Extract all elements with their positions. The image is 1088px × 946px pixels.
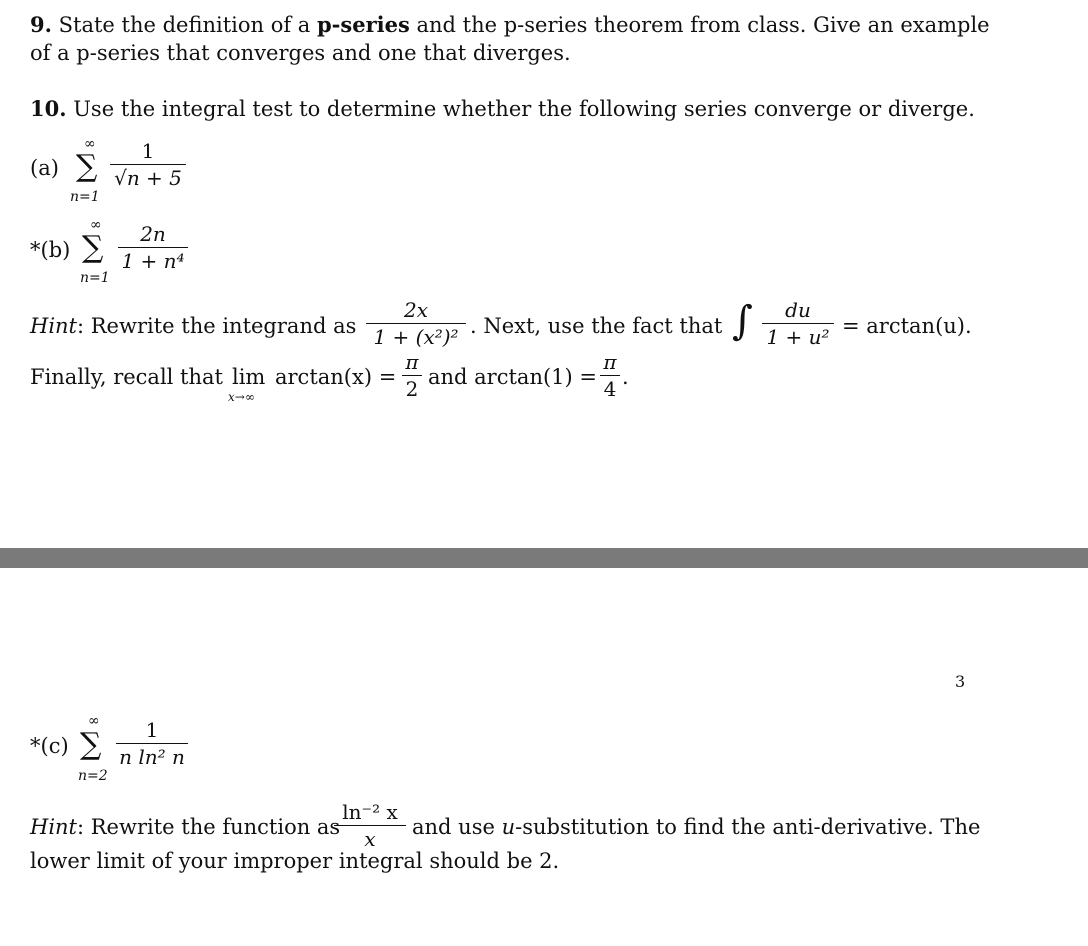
part-c-fraction-bar — [116, 743, 188, 744]
q9-line2: of a p-series that converges and one that diverges. — [30, 41, 571, 65]
part-b-numerator: 2n — [140, 222, 166, 246]
hint-b-pi-over-2 — [402, 350, 422, 401]
hint-b-period: . — [622, 365, 629, 389]
hint-b-pi-den-2: 4 — [603, 377, 617, 401]
part-a-label: (a) — [30, 156, 59, 180]
integral-icon: ∫ — [732, 298, 753, 344]
hint-b-line1-start — [30, 313, 356, 339]
page-separator — [0, 548, 1088, 568]
hint-c-hint-word: Hint — [30, 815, 77, 839]
hint-b-line2-text2: and arctan(1) = — [428, 365, 597, 389]
hint-b-lim-sub: x→∞ — [228, 390, 255, 404]
part-b-upper: ∞ — [90, 217, 102, 233]
hint-c-text1: : Rewrite the function as — [77, 815, 341, 839]
hint-b-fraction — [366, 298, 466, 349]
part-a-lower: n=1 — [70, 189, 100, 205]
hint-c-line1-end — [412, 814, 980, 840]
hint-b-pi-over-4 — [600, 350, 620, 401]
part-c-sigma-icon: ∑ — [80, 727, 102, 762]
part-b-lower: n=1 — [80, 270, 110, 286]
part-b-fraction-bar — [118, 247, 188, 248]
hint-c-u-var: u — [501, 815, 516, 839]
part-a-fraction-bar — [110, 164, 186, 165]
hint-c-frac-num: ln⁻² x — [342, 800, 398, 824]
hint-b-text3: = arctan(u). — [842, 314, 972, 338]
part-c-label: *(c) — [30, 734, 69, 758]
hint-c-frac-bar — [334, 825, 406, 826]
part-a-fraction — [110, 139, 186, 190]
hint-b-lim-expr: arctan(x) = — [275, 365, 397, 389]
hint-c-frac-den: x — [364, 827, 376, 851]
part-c-upper: ∞ — [88, 713, 100, 729]
part-c-denominator: n ln² n — [119, 745, 185, 769]
hint-b-hint-word: Hint — [30, 314, 77, 338]
q9-text-part1: State the definition of a — [58, 13, 311, 37]
hint-b-pi-num-2: π — [603, 350, 617, 374]
part-a-sigma-icon: ∑ — [76, 149, 98, 184]
q9-line1 — [30, 12, 990, 38]
hint-c-text2: and use — [412, 815, 495, 839]
hint-b-pi-bar-1 — [402, 375, 422, 376]
part-b-fraction — [118, 222, 188, 273]
hint-b-line2-text1: Finally, recall that — [30, 365, 223, 389]
part-b-denominator: 1 + n⁴ — [121, 249, 185, 273]
hint-b-int-bar — [762, 323, 834, 324]
hint-b-pi-num-1: π — [405, 350, 419, 374]
part-c-numerator: 1 — [145, 718, 159, 742]
hint-b-text1: : Rewrite the integrand as — [77, 314, 357, 338]
page-number: 3 — [955, 672, 966, 691]
hint-b-int-den: 1 + u² — [766, 325, 830, 349]
hint-b-lim-word: lim — [232, 365, 266, 389]
part-a-denominator: √n + 5 — [114, 166, 182, 190]
hint-b-frac-den: 1 + (x²)² — [373, 325, 459, 349]
hint-b-text2: . Next, use the fact that — [470, 314, 723, 338]
q9-text-part2: and the p-series theorem from class. Give an example — [416, 13, 990, 37]
part-b-label: *(b) — [30, 238, 71, 262]
hint-b-frac-bar — [366, 323, 466, 324]
q10-text: Use the integral test to determine whether the following series converge or diverge. — [73, 97, 975, 121]
hint-c-line2: lower limit of your improper integral should be 2. — [30, 849, 560, 873]
hint-b-integral-fraction — [762, 298, 834, 349]
hint-b-int-num: du — [785, 298, 811, 322]
q9-number: 9. — [30, 12, 52, 37]
part-b-sigma-icon: ∑ — [82, 230, 104, 265]
hint-b-frac-num: 2x — [403, 298, 428, 322]
part-c-lower: n=2 — [78, 768, 108, 784]
hint-b-pi-den-1: 2 — [405, 377, 419, 401]
q9-bold-term: p-series — [317, 12, 410, 37]
hint-c-fraction — [334, 800, 406, 851]
part-a-upper: ∞ — [84, 136, 96, 152]
q10-line — [30, 96, 975, 122]
q10-number: 10. — [30, 96, 67, 121]
hint-b-pi-bar-2 — [600, 375, 620, 376]
part-a-numerator: 1 — [141, 139, 155, 163]
part-c-fraction — [116, 718, 188, 769]
hint-c-text3: -substitution to find the anti-derivative. The — [515, 815, 981, 839]
hint-c-line1-start — [30, 814, 340, 840]
